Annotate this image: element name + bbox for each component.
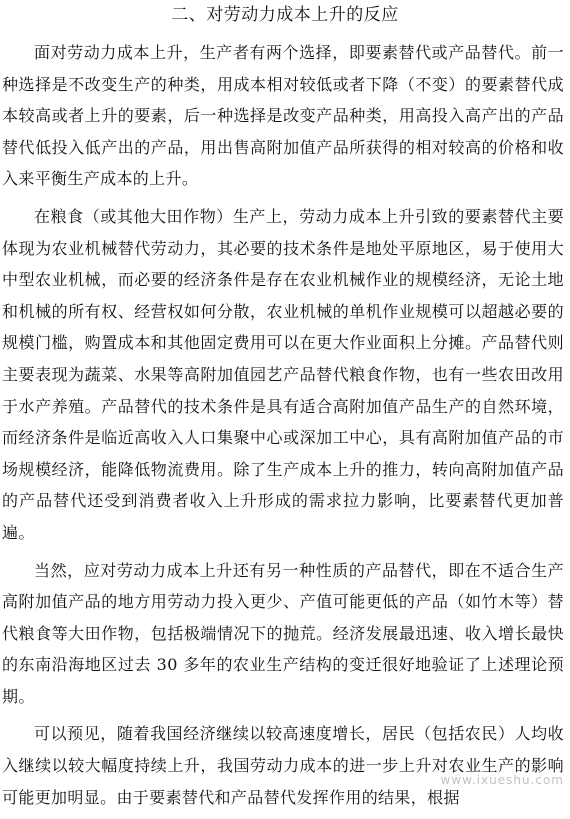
paragraph-3: 当然，应对劳动力成本上升还有另一种性质的产品替代，即在不适合生产高附加值产品的地方用劳动力投入更少、产值可能更低的产品（如竹木等）替代粮食等大田作物，包括极端情况下的抛荒。经济发展最迅速、收入增长最快的东南沿海地区过去 30 多年的农业生产结构的变迁很好地验证了上述理论预期。 [2, 560, 564, 706]
paragraph-4: 可以预见，随着我国经济继续以较高速度增长，居民（包括农民）人均收入继续以较大幅度持续上升，我国劳动力成本的进一步上升对农业生产的影响可能更加明显。由于要素替代和产品替代发挥作用的结果，根据 [2, 724, 564, 807]
watermark: www.ixueshu.com [440, 773, 564, 787]
paragraph-1: 面对劳动力成本上升，生产者有两个选择，即要素替代或产品替代。前一种选择是不改变生产的种类，用成本相对较低或者下降（不变）的要素替代成本较高或者上升的要素，后一种选择是改变产品种类，用高投入高产出的产品替代低投入低产出的产品，用出售高附加值产品所获得的相对较高的价格和收入来平衡生产成本的上升。 [2, 43, 564, 189]
paragraph-2: 在粮食（或其他大田作物）生产上，劳动力成本上升引致的要素替代主要体现为农业机械替代劳动力，其必要的技术条件是地处平原地区，易于使用大中型农业机械，而必要的经济条件是存在农业机械作业的规模经济，无论土地和机械的所有权、经营权如何分散，农业机械的单机作业规模可以超越必要的规模门槛，购置成本和其他固定费用可以在更大作业面积上分摊。产品替代则主要表现为蔬菜、水果等高附加值园艺产品替代粮食作物，也有一些农田改用于水产养殖。产品替代的技术条件是具有适合高附加值产品生产的自然环境，而经济条件是临近高收入人口集聚中心或深加工中心，具有高附加值产品的市场规模经济，能降低物流费用。除了生产成本上升的推力，转向高附加值产品的产品替代还受到消费者收入上升形成的需求拉力影响，比要素替代更加普遍。 [2, 206, 564, 542]
section-title: 二、对劳动力成本上升的反应 [171, 5, 399, 25]
document-body [2, 37, 564, 819]
